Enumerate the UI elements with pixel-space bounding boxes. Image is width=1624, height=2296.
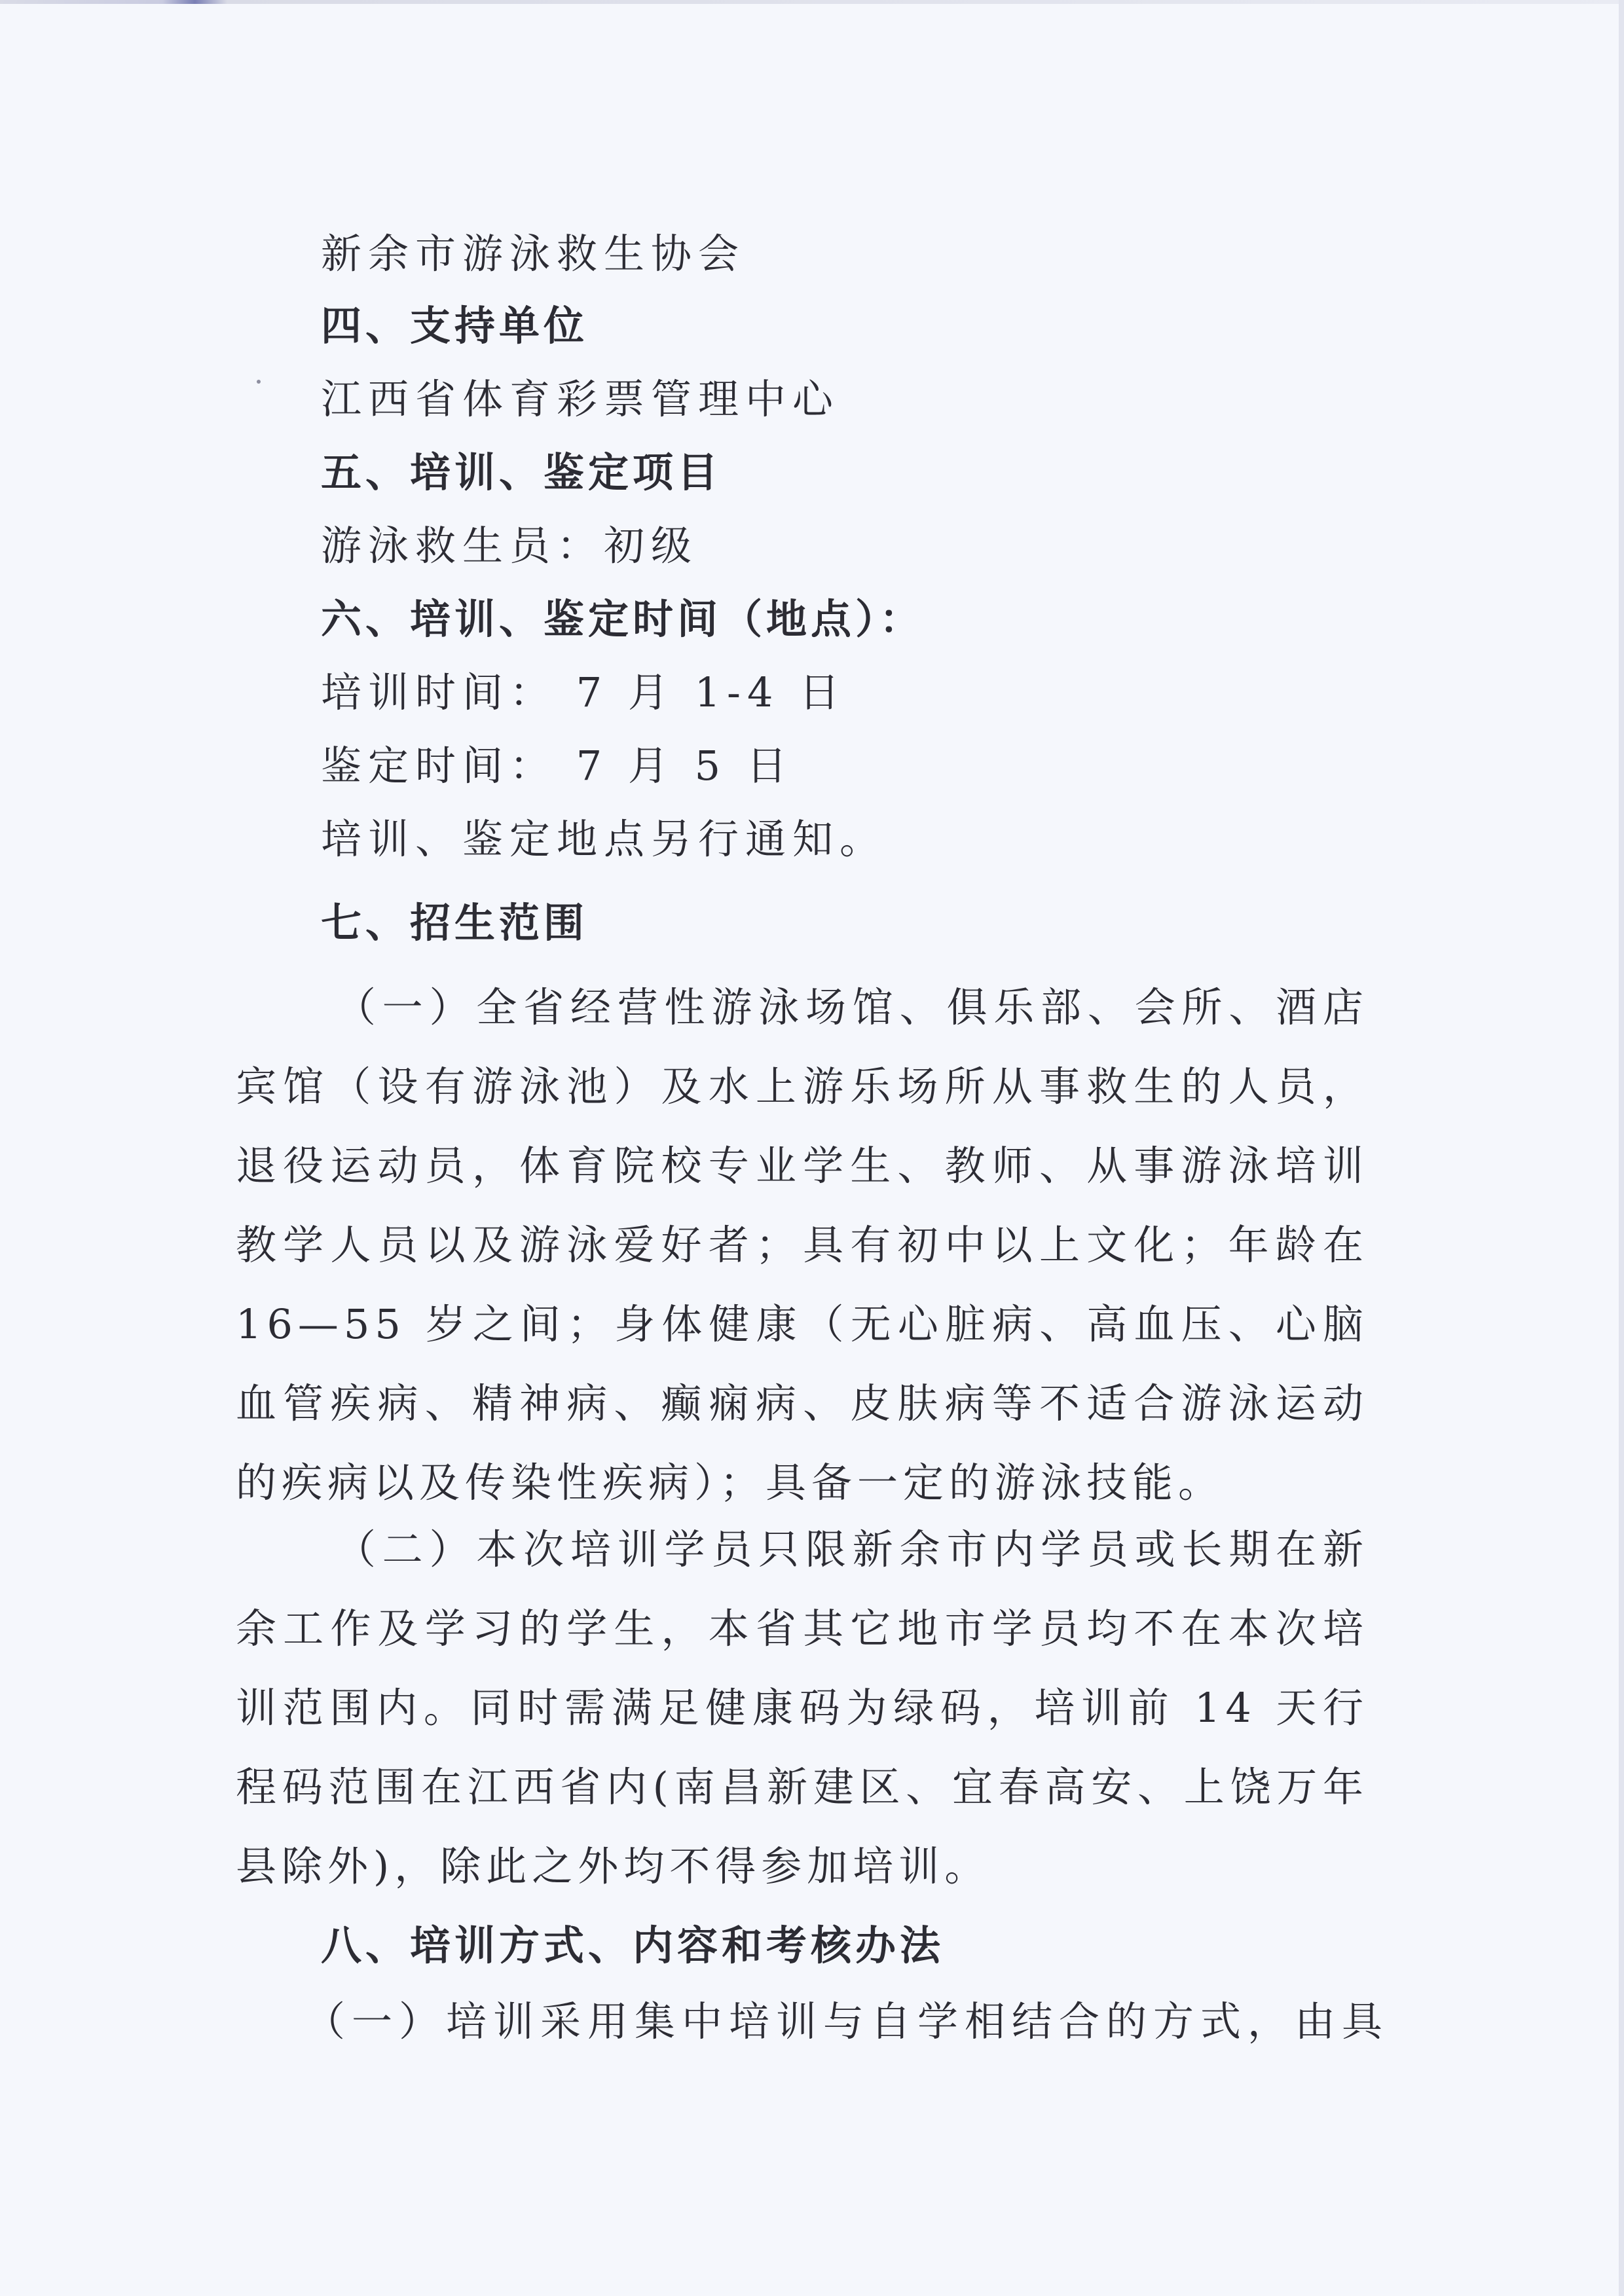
paragraph-enrollment-1 <box>236 968 1369 1522</box>
paragraph-enrollment-2-text: （二）本次培训学员只限新余市内学员或长期在新余工作及学习的学生，本省其它地市学员均不在本次培训范围内。同时需满足健康码为绿码，培训前 14 天行程码范围在江西省内(南昌新建区、宜春高安、上饶万年县除外)，除此之外均不得参加培训。 <box>236 1525 1369 1890</box>
assessment-time-line: 鉴定时间： 7 月 5 日 <box>321 742 794 790</box>
section-heading-8: 八、培训方式、内容和考核办法 <box>321 1922 945 1969</box>
paragraph-enrollment-1-text: （一）全省经营性游泳场馆、俱乐部、会所、酒店宾馆（设有游泳池）及水上游乐场所从事救生的人员，退役运动员，体育院校专业学生、教师、从事游泳培训教学人员以及游泳爱好者；具有初中以上文化；年龄在 16—55 岁之间；身体健康（无心脏病、高血压、心脑血管疾病、精神病、癫痫病、皮肤病等不适合游泳运动的疾病以及传染性疾病）；具备一定的游泳技能。 <box>236 983 1369 1506</box>
scan-edge-right <box>1619 0 1624 2296</box>
paragraph-enrollment-2 <box>236 1510 1369 1906</box>
scan-speck <box>257 380 261 384</box>
training-method-line: （一）培训采用集中培训与自学相结合的方式，由具 <box>304 1997 1390 2045</box>
section-heading-7: 七、招生范围 <box>321 899 589 947</box>
supporter-line: 江西省体育彩票管理中心 <box>321 375 840 423</box>
project-line: 游泳救生员：初级 <box>321 522 699 570</box>
training-time-line: 培训时间： 7 月 1-4 日 <box>321 668 847 716</box>
section-heading-6: 六、培训、鉴定时间（地点）： <box>321 595 925 643</box>
organizer-line: 新余市游泳救生协会 <box>321 230 746 278</box>
section-heading-5: 五、培训、鉴定项目 <box>321 448 722 496</box>
scan-edge-top <box>0 0 1624 4</box>
location-line: 培训、鉴定地点另行通知。 <box>321 815 887 863</box>
section-heading-4: 四、支持单位 <box>321 302 589 350</box>
